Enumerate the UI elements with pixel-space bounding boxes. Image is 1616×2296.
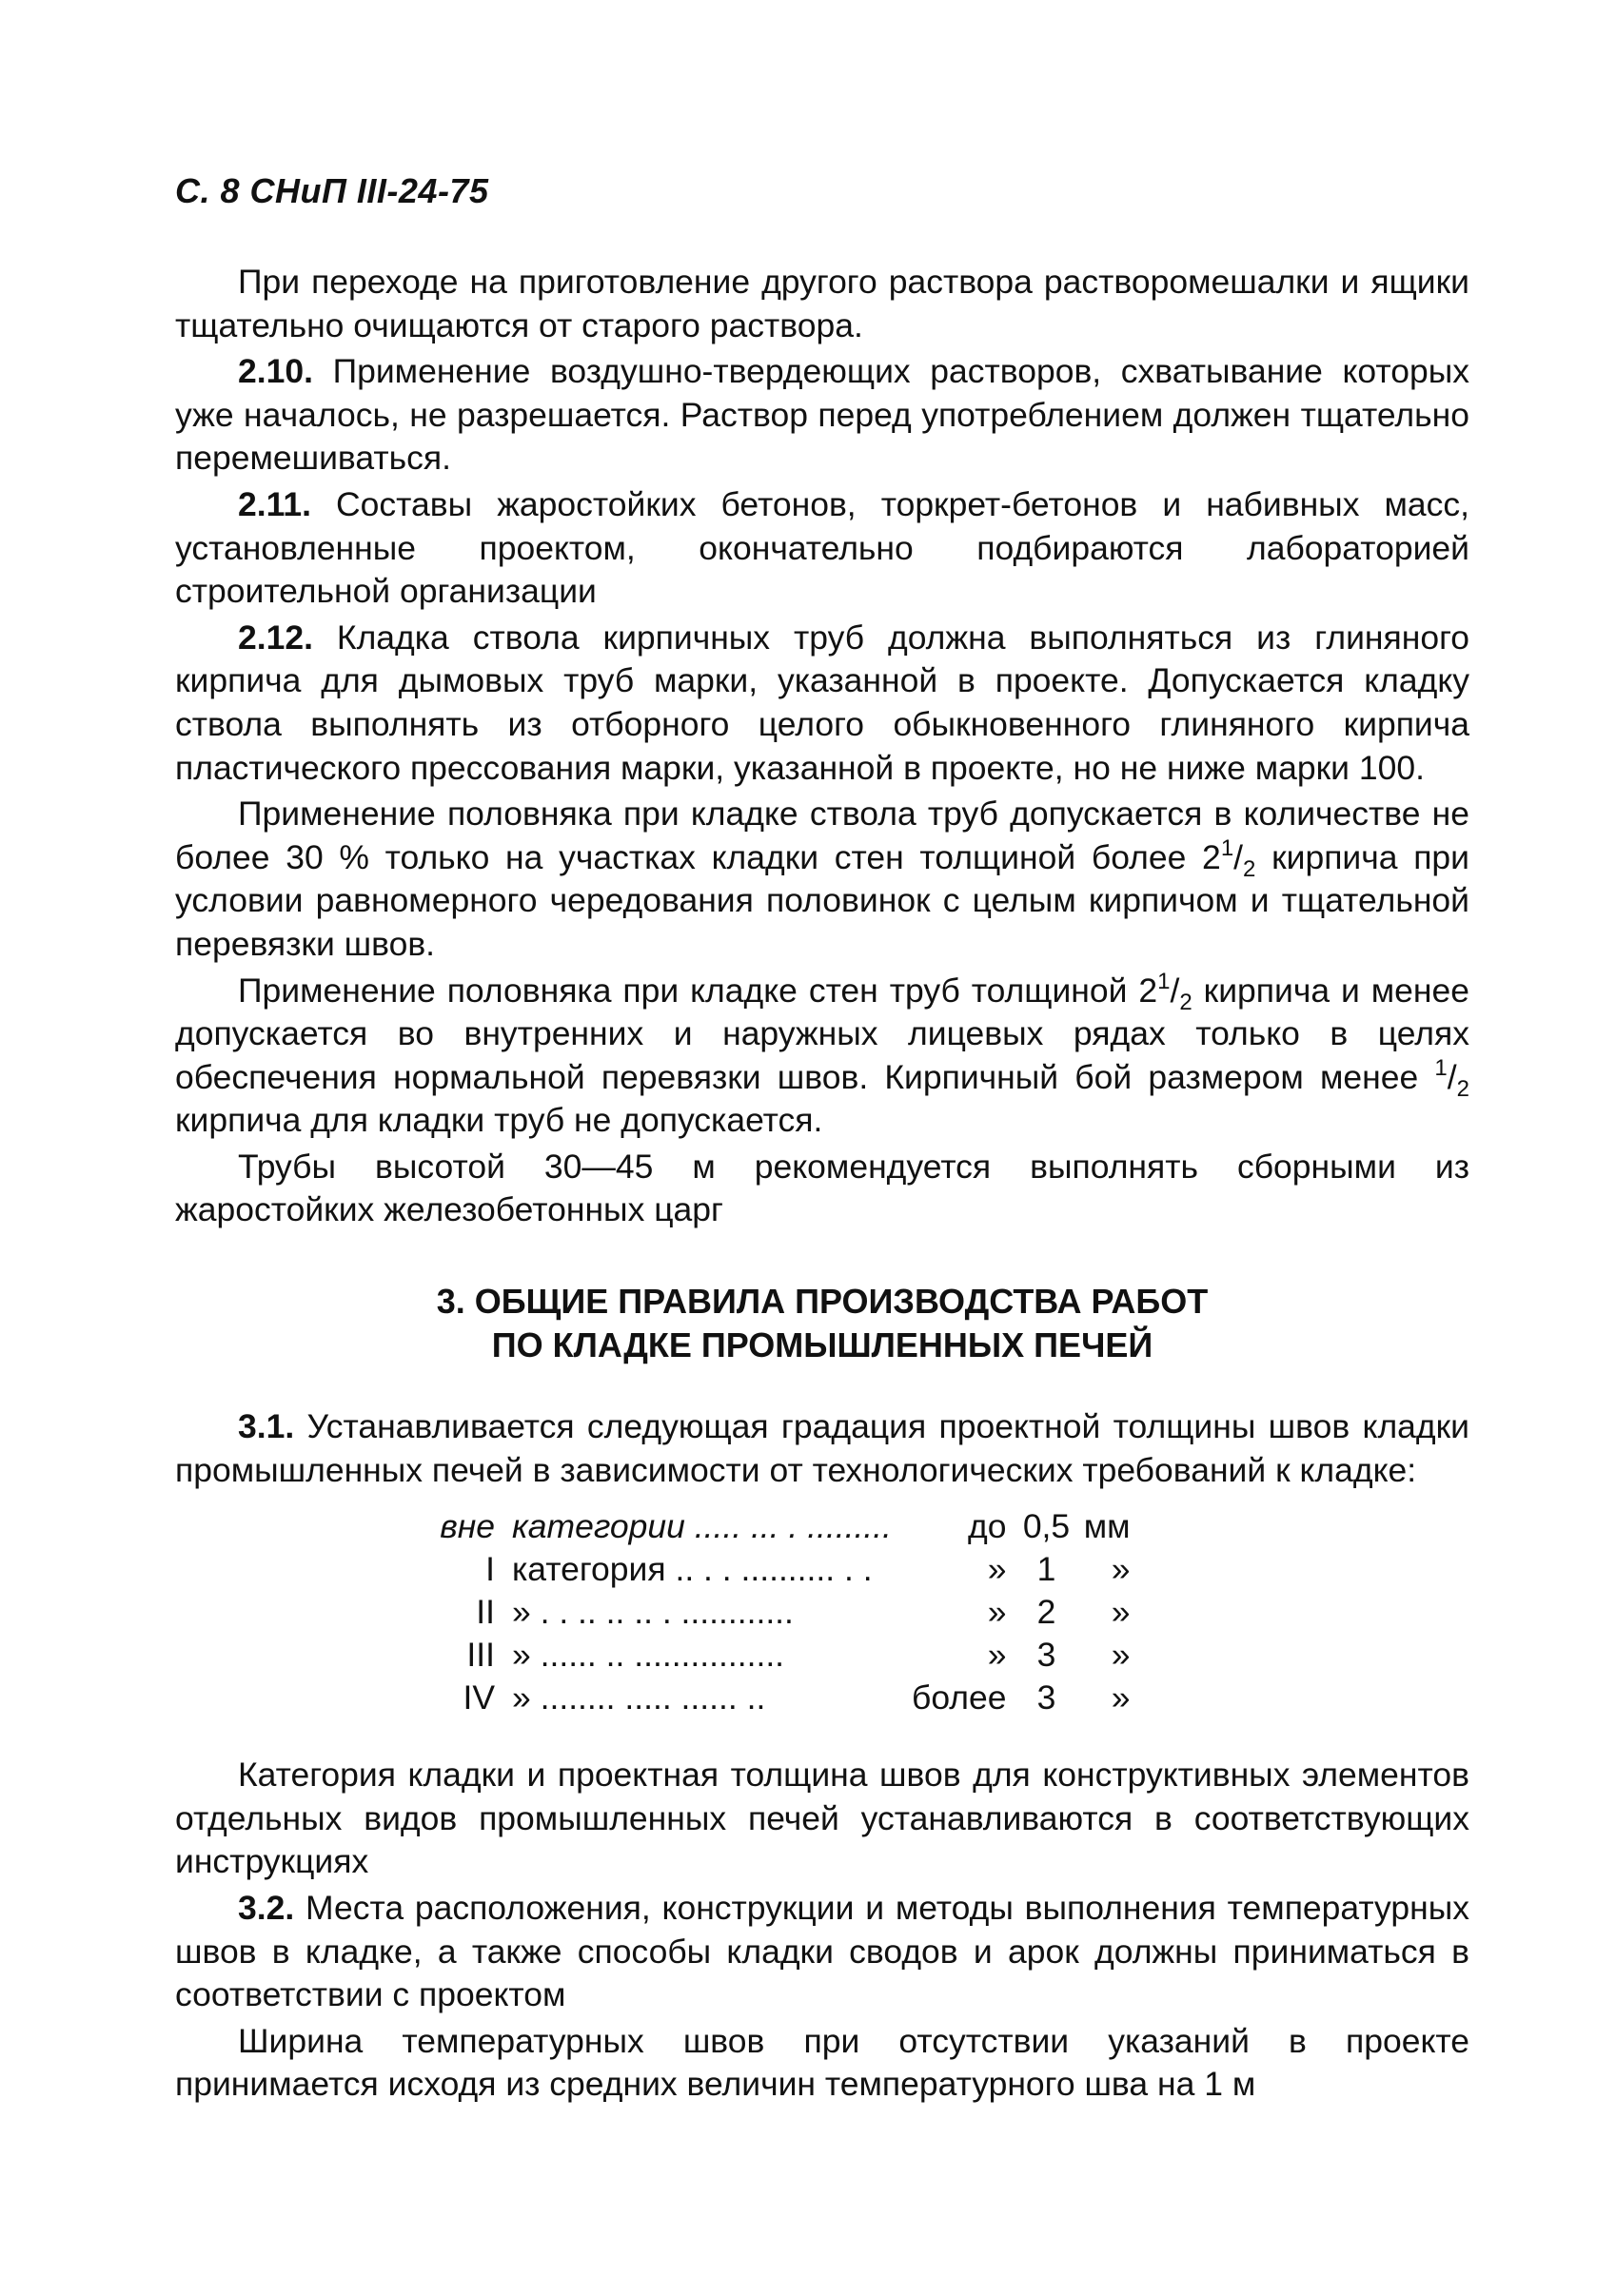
- paragraph-category: Категория кладки и проектная толщина швов для конструктивных элементов отдельных видов промышленных печей устанавливаются в соответствующих инструкциях: [175, 1756, 1469, 1881]
- grade-prefix: »: [987, 1636, 1007, 1675]
- paragraph-text: кирпича при условии равномерного чередования половинок с целым кирпичом и тщательной перевязки швов.: [175, 837, 1469, 963]
- grade-prefix: до: [968, 1507, 1007, 1546]
- clause-text: Места расположения, конструкции и методы выполнения температурных швов в кладке, а также способы кладки сводов и арок должны приниматься в соответствии с проектом: [175, 1889, 1469, 2014]
- grade-category: вне: [440, 1507, 495, 1546]
- grade-unit: »: [1111, 1678, 1131, 1717]
- clause-number: 2.10.: [238, 352, 313, 391]
- grade-category: II: [476, 1593, 495, 1632]
- grade-unit: »: [1111, 1593, 1131, 1632]
- paragraph-text: кирпича для кладки труб не допускается.: [175, 1101, 823, 1140]
- clause-3-2: [175, 1887, 1469, 2017]
- paragraph-half-brick-walls: [175, 970, 1469, 1143]
- clause-3-1: [175, 1405, 1469, 1492]
- fraction-denominator: 2: [1243, 855, 1256, 882]
- fraction-numerator: 1: [1220, 834, 1234, 861]
- clause-text: Применение воздушно-твердеющих растворов, схватывание которых уже началось, не разрешается. Раствор перед употреблением должен тщательно перемешиваться.: [175, 352, 1469, 478]
- joint-thickness-grades: [398, 1505, 1131, 1719]
- paragraph-half-brick-shaft: [175, 793, 1469, 966]
- section-title-line: ПО КЛАДКЕ ПРОМЫШЛЕННЫХ ПЕЧЕЙ: [491, 1325, 1153, 1365]
- clause-2-10: [175, 350, 1469, 481]
- grade-label: » ........ ..... ...... ..: [512, 1678, 766, 1717]
- page: [175, 171, 1469, 2110]
- grade-value: 1: [1036, 1550, 1056, 1589]
- grade-prefix: »: [987, 1593, 1007, 1632]
- grade-value: 3: [1036, 1678, 1056, 1717]
- paragraph-mixer-cleaning: [175, 261, 1469, 347]
- clause-text: Составы жаростойких бетонов, торкрет-бетонов и набивных масс, установленные проектом, окончательно подбираются лабораторией строительной организации: [175, 484, 1469, 611]
- fraction-denominator: 2: [1179, 989, 1192, 1015]
- grade-unit: »: [1111, 1550, 1131, 1589]
- fraction-numerator: 1: [1157, 968, 1171, 994]
- section-title-line: 3. ОБЩИЕ ПРАВИЛА ПРОИЗВОДСТВА РАБОТ: [436, 1282, 1209, 1322]
- clause-number: 2.11.: [238, 484, 311, 523]
- grade-unit: »: [1111, 1636, 1131, 1675]
- paragraph-tubes: Трубы высотой 30—45 м рекомендуется выполнять сборными из жаростойких железобетонных царг: [175, 1147, 1469, 1229]
- grade-category: III: [466, 1636, 495, 1675]
- grade-value: 3: [1036, 1636, 1056, 1675]
- grade-label: » . . .. .. .. . ............: [512, 1593, 794, 1632]
- section-3-title: [175, 1280, 1469, 1367]
- paragraph-text: Применение половняка при кладке стен труб толщиной 2: [238, 971, 1158, 1010]
- clause-2-12: [175, 617, 1469, 790]
- grade-label: » ...... .. ................: [512, 1636, 785, 1675]
- grade-prefix: более: [912, 1678, 1007, 1717]
- clause-text: Устанавливается следующая градация проектной толщины швов кладки промышленных печей в зависимости от технологических требований к кладке:: [175, 1407, 1469, 1489]
- paragraph-joint-width: Ширина температурных швов при отсутствии указаний в проекте принимается исходя из средних величин температурного шва на 1 м: [175, 2021, 1469, 2104]
- paragraph-text: кирпича и менее допускается во внутренних и наружных лицевых рядах только в целях обеспечения нормальной перевязки швов. Кирпичный бой размером менее: [175, 971, 1469, 1096]
- grade-category: I: [485, 1550, 495, 1589]
- fraction-slash: /: [1170, 971, 1180, 1010]
- grade-prefix: »: [987, 1550, 1007, 1589]
- clause-number: 3.1.: [238, 1407, 295, 1446]
- paragraph-text: Применение половняка при кладке ствола труб допускается в количестве не более 30 % только на участках кладки стен толщиной более 2: [175, 795, 1469, 876]
- grade-unit: мм: [1083, 1507, 1131, 1546]
- fraction-numerator: 1: [1434, 1054, 1448, 1081]
- grade-row: [398, 1505, 1131, 1548]
- clause-number: 2.12.: [238, 618, 313, 657]
- grade-row: [398, 1591, 1131, 1634]
- grade-value: 0,5: [1022, 1507, 1071, 1546]
- fraction-denominator: 2: [1456, 1075, 1469, 1102]
- grade-label: категория .. . . .......... . .: [512, 1550, 873, 1589]
- fraction-slash: /: [1447, 1057, 1457, 1096]
- running-head: С. 8 СНиП III-24-75: [175, 171, 489, 210]
- grade-row: [398, 1677, 1131, 1719]
- fraction-slash: /: [1233, 837, 1244, 876]
- grade-category: IV: [463, 1678, 495, 1717]
- grade-label: категории ..... ... . .........: [512, 1507, 892, 1546]
- grade-value: 2: [1036, 1593, 1056, 1632]
- clause-text: Кладка ствола кирпичных труб должна выполняться из глиняного кирпича для дымовых труб марки, указанной в проекте. Допускается кладку ствола выполнять из отборного целого обыкновенного глиняного кирпича пластического прессования марки, указанной в проекте, но не ниже марки 100.: [175, 618, 1469, 787]
- paragraph-text: При переходе на приготовление другого раствора растворомешалки и ящики тщательно очищаются от старого раствора.: [175, 263, 1469, 344]
- clause-number: 3.2.: [238, 1889, 295, 1928]
- clause-2-11: [175, 483, 1469, 614]
- grade-row: [398, 1548, 1131, 1591]
- grade-row: [398, 1634, 1131, 1677]
